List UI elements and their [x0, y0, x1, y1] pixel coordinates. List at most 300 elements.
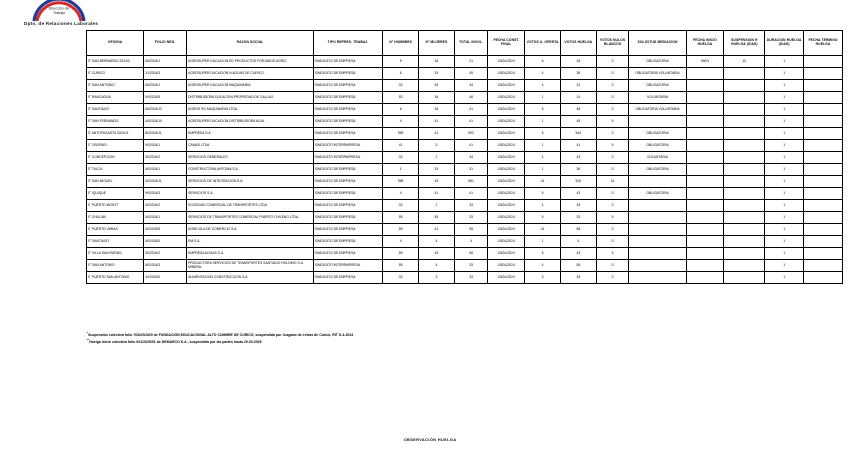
cell-duracion: 1: [765, 80, 804, 92]
cell-fecha_termino: [804, 272, 843, 284]
cell-votos_huelga: 14: [560, 92, 596, 104]
cell-folio: 40/2024/0: [144, 236, 187, 248]
table-row: [87, 116, 843, 128]
cell-solicitud: [629, 260, 686, 272]
column-header-0: OFICINA: [87, 31, 144, 56]
cell-mujeres: 45: [419, 212, 455, 224]
cell-votos_oferta: 4: [525, 80, 561, 92]
cell-votos_nulos: 41: [596, 176, 629, 188]
cell-fecha_termino: [804, 212, 843, 224]
cell-suspension: [724, 164, 765, 176]
cell-hombres: 55: [383, 212, 419, 224]
cell-fecha_const: 03/01/2024: [488, 116, 525, 128]
column-header-9: VOTOS HUELGA: [560, 31, 596, 56]
cell-razon_social: CAMAS LTDA.: [187, 140, 314, 152]
cell-hombres: 55: [383, 224, 419, 236]
cell-tipo: SINDICATO DE EMPRESA: [313, 104, 382, 116]
cell-votos_oferta: 1: [525, 152, 561, 164]
cell-fecha_termino: [804, 236, 843, 248]
cell-razon_social: DISTRIBUIDORA DUCACION PROPIEDAD DE CALLAO.: [187, 92, 314, 104]
table-header-row: [87, 31, 843, 56]
cell-duracion: 1: [765, 176, 804, 188]
cell-duracion: 1: [765, 68, 804, 80]
footnote-1: [87, 338, 787, 345]
cell-suspension: [724, 248, 765, 260]
cell-suspension: [724, 80, 765, 92]
cell-fecha_const: 03/01/2024: [488, 92, 525, 104]
cell-oficina: IT SAN BERNARDO 2024/2: [87, 56, 144, 68]
cell-mujeres: 4: [419, 260, 455, 272]
cell-solicitud: [629, 272, 686, 284]
cell-votos_oferta: 4: [525, 68, 561, 80]
cell-votos_huelga: 38: [560, 68, 596, 80]
cell-mujeres: 16: [419, 56, 455, 68]
cell-mujeres: 16: [419, 92, 455, 104]
cell-votos_huelga: 33: [560, 272, 596, 284]
cell-total: 55: [454, 224, 488, 236]
cell-hombres: 33: [383, 80, 419, 92]
table-row: [87, 188, 843, 200]
cell-suspension: [724, 200, 765, 212]
cell-razon_social: AGROS SO MAQUINARIA LTDA.: [187, 104, 314, 116]
cell-suspension: [724, 272, 765, 284]
cell-razon_social: ALIMENTACION CONSTRUCCION S.A.: [187, 272, 314, 284]
cell-folio: 44/2024/10: [144, 116, 187, 128]
cell-mujeres: 41: [419, 116, 455, 128]
cell-solicitud: OBLIGATORIA: [629, 164, 686, 176]
cell-fecha_termino: [804, 92, 843, 104]
cell-solicitud: OBLIGATORIA VOLUNTARIA: [629, 104, 686, 116]
cell-votos_nulos: 5: [596, 116, 629, 128]
cell-mujeres: 33: [419, 164, 455, 176]
cell-folio: 08/2024/12: [144, 104, 187, 116]
cell-hombres: 53: [383, 92, 419, 104]
cell-duracion: 1: [765, 140, 804, 152]
cell-folio: 08/2024/1: [144, 80, 187, 92]
cell-oficina: IT RANCAGUA: [87, 92, 144, 104]
cell-oficina: IT SAN ANTONIO: [87, 260, 144, 272]
cell-votos_nulos: 0: [596, 236, 629, 248]
column-header-4: N° HOMBRES: [383, 31, 419, 56]
cell-total: 44: [454, 152, 488, 164]
cell-mujeres: 41: [419, 128, 455, 140]
cell-folio: 40/2024/2: [144, 200, 187, 212]
cell-solicitud: [629, 212, 686, 224]
cell-suspension: [724, 140, 765, 152]
footnote-text-0: Suspensión colectiva folio 703/2024/20 de FUNDACIÓN EDUCACIONAL ALTO CUMBRE DE CURICÓ, suspendida por Juzgado de Letras de Curicó, RIT S-3-2024: [88, 333, 354, 338]
cell-fecha_inicio: [686, 200, 724, 212]
table-row: [87, 92, 843, 104]
cell-oficina: IT IQUIQUE: [87, 188, 144, 200]
cell-solicitud: [629, 200, 686, 212]
cell-solicitud: [629, 248, 686, 260]
table-row: [87, 224, 843, 236]
cell-votos_oferta: 1: [525, 200, 561, 212]
cell-solicitud: OBLIGATORIA: [629, 140, 686, 152]
table-row: [87, 272, 843, 284]
cell-duracion: 1: [765, 224, 804, 236]
cell-fecha_inicio: [686, 128, 724, 140]
cell-oficina: IT TALCA: [87, 164, 144, 176]
cell-mujeres: 53: [419, 80, 455, 92]
cell-hombres: 1: [383, 164, 419, 176]
cell-solicitud: OBLIGATORIA: [629, 188, 686, 200]
cell-folio: 40/2024/1: [144, 164, 187, 176]
cell-suspension: [724, 116, 765, 128]
document-header: [0, 0, 300, 28]
column-header-2: RAZON SOCIAL: [187, 31, 314, 56]
cell-hombres: 33: [383, 272, 419, 284]
cell-folio: 09/2024/5: [144, 92, 187, 104]
cell-solicitud: VOLUNTARIA: [629, 92, 686, 104]
cell-votos_nulos: 0: [596, 152, 629, 164]
cell-razon_social: SERVICIOS DE INTEGRACION S.A.: [187, 176, 314, 188]
cell-votos_nulos: 5: [596, 140, 629, 152]
cell-suspension: [724, 128, 765, 140]
cell-votos_nulos: 0: [596, 272, 629, 284]
footnote-marker-1: **: [87, 338, 90, 343]
cell-folio: 99/2024/3: [144, 188, 187, 200]
cell-solicitud: OBLIGATORIA: [629, 56, 686, 68]
footnotes-block: [87, 331, 787, 346]
cell-votos_oferta: 41: [525, 176, 561, 188]
cell-folio: 40/2024/11: [144, 176, 187, 188]
cell-folio: 31/2024/3: [144, 68, 187, 80]
department-label: Dpto. de Relaciones Laborales: [24, 21, 99, 26]
table-row: [87, 140, 843, 152]
cell-oficina: IT SAN MIGUEL: [87, 176, 144, 188]
cell-tipo: SINDICATO DE EMPRESA: [313, 80, 382, 92]
cell-votos_huelga: 58: [560, 224, 596, 236]
cell-oficina: IT SANTIAGO: [87, 236, 144, 248]
cell-folio: 80/2024/3: [144, 260, 187, 272]
cell-suspension: [724, 236, 765, 248]
cell-votos_nulos: 0: [596, 92, 629, 104]
cell-folio: 30/2024/2: [144, 248, 187, 260]
cell-hombres: 33: [383, 200, 419, 212]
cell-fecha_termino: [804, 128, 843, 140]
cell-razon_social: SOCIEDAD COMERCIAL DE TRANSPORTES LTDA.: [187, 200, 314, 212]
cell-fecha_inicio: [686, 92, 724, 104]
cell-fecha_termino: [804, 164, 843, 176]
cell-hombres: 55: [383, 248, 419, 260]
cell-total: 33: [454, 212, 488, 224]
cell-duracion: 1: [765, 236, 804, 248]
column-header-11: SOLICITUD MEDIACION: [629, 31, 686, 56]
cell-total: 581: [454, 176, 488, 188]
logo-arc-icon: [28, 0, 90, 22]
cell-razon_social: EMPRESA AGUAS S.A.: [187, 248, 314, 260]
cell-votos_huelga: 33: [560, 200, 596, 212]
cell-duracion: 1: [765, 152, 804, 164]
cell-votos_huelga: 43: [560, 152, 596, 164]
cell-fecha_const: 03/01/2024: [488, 56, 525, 68]
table-row: [87, 176, 843, 188]
cell-fecha_inicio: [686, 104, 724, 116]
cell-votos_huelga: 540: [560, 128, 596, 140]
cell-total: 41: [454, 188, 488, 200]
cell-tipo: SINDICATO DE EMPRESA: [313, 68, 382, 80]
cell-fecha_termino: [804, 260, 843, 272]
cell-oficina: IT CONCEPCION: [87, 152, 144, 164]
table-row: [87, 260, 843, 272]
cell-fecha_inicio: [686, 272, 724, 284]
cell-razon_social: SERVICIOS GENERALES.: [187, 152, 314, 164]
cell-oficina: IT OSORNO: [87, 140, 144, 152]
cell-fecha_const: 03/01/2024: [488, 80, 525, 92]
cell-razon_social: PRODUCTORA SERVICIOS DE TRANSPORTES SANTIAGO HOLDING S.A. MINERA.: [187, 260, 314, 272]
cell-fecha_termino: [804, 152, 843, 164]
cell-hombres: 4: [383, 236, 419, 248]
cell-fecha_inicio: [686, 260, 724, 272]
cell-folio: 90/2024/1: [144, 140, 187, 152]
cell-duracion: 1: [765, 56, 804, 68]
cell-solicitud: [629, 176, 686, 188]
cell-mujeres: 35: [419, 104, 455, 116]
cell-fecha_termino: [804, 56, 843, 68]
cell-votos_huelga: 43: [560, 188, 596, 200]
cell-suspension: [724, 104, 765, 116]
cell-total: 33: [454, 272, 488, 284]
cell-hombres: 553: [383, 128, 419, 140]
cell-tipo: SINDICATO DE EMPRESA: [313, 188, 382, 200]
cell-tipo: SINDICATO INTERRMPRESA: [313, 152, 382, 164]
cell-folio: 40/2024/5: [144, 224, 187, 236]
cell-oficina: IT PUERTO MONTT: [87, 200, 144, 212]
cell-mujeres: 43: [419, 248, 455, 260]
cell-mujeres: 1: [419, 152, 455, 164]
cell-folio: 30/2024/1: [144, 212, 187, 224]
cell-suspension: [724, 188, 765, 200]
cell-votos_oferta: 5: [525, 212, 561, 224]
cell-hombres: 4: [383, 116, 419, 128]
cell-tipo: SINDICATO INTERRMPRESA: [313, 260, 382, 272]
cell-tipo: SINDICATO INTERRMPRESA: [313, 140, 382, 152]
cell-hombres: 6: [383, 104, 419, 116]
cell-fecha_const: 03/01/2024: [488, 272, 525, 284]
cell-tipo: SINDICATO DE EMPRESA: [313, 212, 382, 224]
cell-solicitud: OBLIGATORIA: [629, 128, 686, 140]
cell-fecha_const: 03/01/2024: [488, 164, 525, 176]
cell-votos_nulos: 0: [596, 128, 629, 140]
cell-hombres: 4: [383, 188, 419, 200]
cell-fecha_inicio: [686, 152, 724, 164]
column-header-1: FOLIO NEG.: [144, 31, 187, 56]
huelgas-report-table: [86, 30, 843, 284]
cell-total: 31: [454, 164, 488, 176]
cell-hombres: 33: [383, 152, 419, 164]
footnote-0: [87, 331, 787, 338]
page-footer: OBSERVACIÓN HUELGA: [403, 437, 457, 442]
footnote-marker-0: *: [87, 331, 89, 335]
cell-suspension: 10: [724, 56, 765, 68]
column-header-8: VOTOS U. OFERTA: [525, 31, 561, 56]
cell-razon_social: SERVICIOS S.A.: [187, 188, 314, 200]
cell-folio: 08/2024/1: [144, 56, 187, 68]
cell-suspension: [724, 176, 765, 188]
table-row: [87, 152, 843, 164]
cell-votos_huelga: 36: [560, 164, 596, 176]
table-row: [87, 248, 843, 260]
cell-votos_nulos: 0: [596, 104, 629, 116]
column-header-14: DURACION HUELGA (DIAS): [765, 31, 804, 56]
cell-duracion: 1: [765, 116, 804, 128]
footnote-text-1: Huelga inició colectiva folio 001/2025/01 de DEMARCO S.A., suspendida por las partes hasta 20.03.2025: [89, 340, 262, 345]
cell-tipo: SINDICATO DE EMPRESA: [313, 224, 382, 236]
cell-votos_nulos: 0: [596, 224, 629, 236]
cell-votos_nulos: 0: [596, 56, 629, 68]
cell-tipo: SINDICATO DE EMPRESA: [313, 92, 382, 104]
cell-duracion: 1: [765, 248, 804, 260]
cell-mujeres: 41: [419, 224, 455, 236]
cell-oficina: IT VILLA SAN RAFAEL: [87, 248, 144, 260]
cell-fecha_const: 03/01/2024: [488, 152, 525, 164]
cell-fecha_const: 03/01/2024: [488, 104, 525, 116]
cell-razon_social: CONSTRUCTORA ANTONIA S.A.: [187, 164, 314, 176]
cell-votos_nulos: 0: [596, 68, 629, 80]
cell-duracion: 1: [765, 92, 804, 104]
cell-votos_oferta: 5: [525, 248, 561, 260]
cell-fecha_const: 03/01/2024: [488, 248, 525, 260]
column-header-5: N° MUJERES: [419, 31, 455, 56]
cell-duracion: 1: [765, 128, 804, 140]
table-row: [87, 128, 843, 140]
cell-total: 58: [454, 248, 488, 260]
cell-oficina: IT ANTOFAGASTA 2024/11: [87, 128, 144, 140]
cell-oficina: IT SANTIAGO: [87, 104, 144, 116]
cell-fecha_const: 03/01/2024: [488, 224, 525, 236]
cell-fecha_termino: [804, 104, 843, 116]
cell-oficina: IT CURICO: [87, 68, 144, 80]
cell-fecha_const: 03/01/2024: [488, 200, 525, 212]
cell-tipo: SINDICATO DE EMPRESA: [313, 272, 382, 284]
table-row: [87, 164, 843, 176]
cell-mujeres: 4: [419, 236, 455, 248]
cell-suspension: [724, 212, 765, 224]
cell-total: 44: [454, 80, 488, 92]
cell-duracion: 1: [765, 260, 804, 272]
table-row: [87, 56, 843, 68]
cell-solicitud: OBLIGATORIA: [629, 80, 686, 92]
cell-fecha_const: 03/01/2024: [488, 128, 525, 140]
cell-mujeres: 41: [419, 188, 455, 200]
column-header-6: TOTAL INVOL.: [454, 31, 488, 56]
cell-total: 21: [454, 56, 488, 68]
cell-oficina: IT CHILLAN: [87, 212, 144, 224]
cell-suspension: [724, 68, 765, 80]
cell-fecha_termino: [804, 200, 843, 212]
cell-hombres: 55: [383, 260, 419, 272]
cell-duracion: 1: [765, 104, 804, 116]
cell-fecha_inicio: [686, 188, 724, 200]
cell-fecha_termino: [804, 80, 843, 92]
cell-total: 45: [454, 68, 488, 80]
cell-razon_social: EMPRESA S.A.: [187, 128, 314, 140]
cell-folio: 30/2024/2: [144, 152, 187, 164]
table-row: [87, 104, 843, 116]
cell-razon_social: AGRICOLA DE COMERCIO S.A.: [187, 224, 314, 236]
cell-votos_oferta: 5: [525, 188, 561, 200]
cell-folio: 44/2024/0: [144, 272, 187, 284]
cell-votos_nulos: 5: [596, 248, 629, 260]
cell-fecha_const: 03/01/2024: [488, 140, 525, 152]
cell-fecha_termino: [804, 116, 843, 128]
cell-oficina: IT SAN FERNANDO: [87, 116, 144, 128]
cell-votos_nulos: 0: [596, 200, 629, 212]
cell-hombres: 5: [383, 56, 419, 68]
cell-oficina: IT PUERTO SAN ANTONIO: [87, 272, 144, 284]
cell-fecha_termino: [804, 68, 843, 80]
cell-total: 41: [454, 104, 488, 116]
cell-tipo: SINDICATO DE EMPRESA: [313, 56, 382, 68]
cell-fecha_inicio: [686, 80, 724, 92]
cell-votos_huelga: 31: [560, 80, 596, 92]
cell-suspension: [724, 224, 765, 236]
cell-votos_oferta: 1: [525, 236, 561, 248]
cell-fecha_inicio: [686, 212, 724, 224]
cell-total: 4: [454, 236, 488, 248]
cell-votos_nulos: 0: [596, 260, 629, 272]
cell-hombres: 555: [383, 176, 419, 188]
cell-votos_nulos: 0: [596, 188, 629, 200]
cell-fecha_inicio: [686, 248, 724, 260]
cell-total: 33: [454, 260, 488, 272]
cell-duracion: 1: [765, 200, 804, 212]
cell-votos_huelga: 45: [560, 116, 596, 128]
table-row: [87, 212, 843, 224]
cell-votos_nulos: 0: [596, 164, 629, 176]
cell-fecha_inicio: [686, 224, 724, 236]
cell-votos_oferta: 5: [525, 104, 561, 116]
cell-razon_social: AGROSUPER DUCACION N AGUAS DE CURICO.: [187, 68, 314, 80]
column-header-10: VOTOS NULOS BLANCOS: [596, 31, 629, 56]
cell-duracion: 1: [765, 188, 804, 200]
cell-votos_oferta: 1: [525, 164, 561, 176]
cell-hombres: 41: [383, 140, 419, 152]
cell-total: 48: [454, 92, 488, 104]
cell-duracion: 1: [765, 164, 804, 176]
cell-razon_social: AGROSUPER DUCACION ED PRODUCTOS FORJADOS AGRIC.: [187, 56, 314, 68]
svg-text:Trabajo: Trabajo: [52, 11, 66, 15]
cell-fecha_const: 03/01/2024: [488, 212, 525, 224]
cell-votos_oferta: 41: [525, 224, 561, 236]
cell-votos_nulos: 5: [596, 212, 629, 224]
table-body: [87, 56, 843, 284]
cell-solicitud: [629, 116, 686, 128]
cell-fecha_inicio: [686, 68, 724, 80]
cell-votos_oferta: 4: [525, 260, 561, 272]
cell-razon_social: SERVICIOS DE TRANSPORTES COMERCIAL PUERTO CHILENO LTDA.: [187, 212, 314, 224]
cell-razon_social: EM S.A.: [187, 236, 314, 248]
cell-mujeres: 1: [419, 200, 455, 212]
table-row: [87, 68, 843, 80]
cell-fecha_inicio: [686, 164, 724, 176]
cell-fecha_termino: [804, 248, 843, 260]
cell-solicitud: OBLIGATORIA VOLUNTARIA: [629, 68, 686, 80]
cell-mujeres: 3: [419, 272, 455, 284]
cell-votos_oferta: 6: [525, 56, 561, 68]
cell-tipo: SINDICATO DE EMPRESA: [313, 176, 382, 188]
cell-fecha_const: 03/01/2024: [488, 236, 525, 248]
cell-fecha_inicio: 09/01: [686, 56, 724, 68]
cell-tipo: SINDICATO DE EMPRESA: [313, 164, 382, 176]
cell-fecha_inicio: [686, 176, 724, 188]
table-row: [87, 236, 843, 248]
cell-folio: 80/2024/11: [144, 128, 187, 140]
cell-fecha_termino: [804, 140, 843, 152]
cell-votos_huelga: 55: [560, 260, 596, 272]
direccion-del-trabajo-logo: [28, 0, 90, 22]
